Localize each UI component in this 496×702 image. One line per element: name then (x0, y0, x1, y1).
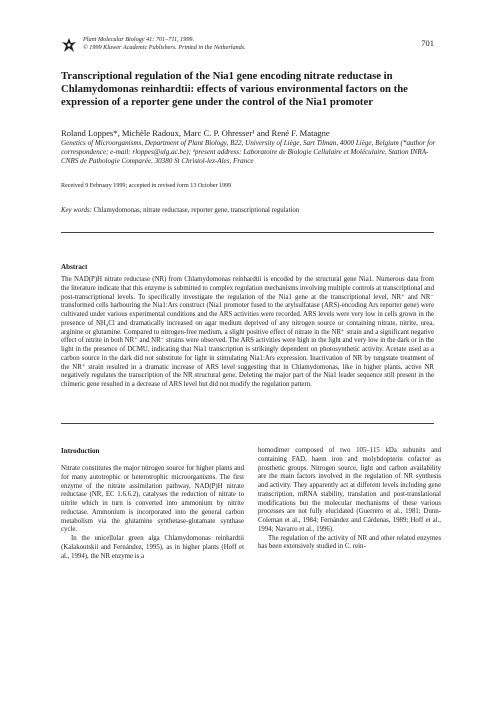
intro-paragraph-4: The regulation of the activity of NR and other related enzymes has been extensively studied in C. rein- (258, 534, 441, 551)
copyright-line: © 1999 Kluwer Academic Publishers. Printed in the Netherlands. (83, 44, 246, 51)
divider-bottom (61, 423, 434, 424)
intro-paragraph-3: homodimer composed of two 105–115 kDa subunits and containing FAD, haem iron and molybdopterin cofactor as prosthetic groups. Nitrogen source, light and carbon availability are the main factors involved in the regulation of NR synthesis and activity. They apparently act at different levels including gene transcription, mRNA stability, translation and post-translational modifications but the molecular mechanisms of these various processes are not fully elucidated (Guerrero et al., 1981; Dunn-Coleman et al., 1984; Fernández and Cárdenas, 1989; Hoff et al., 1994; Navarro et al., 1996). (258, 447, 441, 533)
intro-paragraph-2: In the unicellular green alga Chlamydomonas reinhardtii (Kalakoutskii and Fernández, 1995), as in higher plants (Hoff et al., 1994), the NR enzyme is a (61, 535, 244, 560)
page-number: 701 (421, 38, 434, 48)
journal-info (83, 36, 246, 52)
journal-citation: Plant Molecular Biology 41: 701–711, 1999. (83, 36, 195, 43)
introduction-heading: Introduction (61, 447, 100, 455)
keywords-label: Key words: (61, 207, 92, 214)
abstract-heading: Abstract (61, 263, 88, 271)
publisher-logo-icon (61, 37, 77, 53)
body-column-right (258, 447, 441, 552)
body-column-left (61, 465, 244, 561)
abstract-text: The NAD(P)H nitrate reductase (NR) from Chlamydomonas reinhardtii is encoded by the structural gene Nia1. Numerous data from the literature indicate that this enzyme is submitted to complex regulation mechanisms involving multiple controls at transcriptional and post-transcriptional levels. To specifically investigate the regulation of the Nia1 gene at the transcriptional level, NR⁺ and NR⁻ transformed cells harbouring the Nia1:Ars construct (Nia1 promoter fused to the arylsulfatase (ARS)-encoding Ars reporter gene) were cultivated under various experimental conditions and the ARS activities were recorded. ARS levels were very low in cells grown in the presence of NH₄Cl and dramatically increased on agar medium deprived of any nitrogen source or containing nitrate, nitrite, urea, arginine or glutamine. Compared to nitrogen-free medium, a slight positive effect of nitrate in the NR⁺ strain and a significant negative effect of nitrite in both NR⁺ and NR⁻ strains were observed. The ARS activities were high in the light and very low in the dark or in the light in the presence of DCMU, indicating that Nia1 transcription is strikingly dependent on photosynthetic activity. Acetate used as a carbon source in the dark did not substitute for light in stimulating Nia1:Ars expression. Inactivation of NR by tungstate treatment of the NR⁺ strain resulted in a dramatic increase of ARS level suggesting that in Chlamydomonas, like in higher plants, active NR negatively regulates the transcription of the NR structural gene. Deleting the major part of the Nia1 leader sequence still present in the chimeric gene resulted in a decrease of ARS level but did not modify the regulation pattern. (61, 276, 434, 388)
journal-header (61, 36, 441, 56)
author-list: Roland Loppes*, Michèle Radoux, Marc C. P. Ohresser¹ and René F. Matagne (61, 128, 330, 138)
divider-top (61, 232, 434, 233)
keywords (61, 207, 441, 214)
keywords-text: Chlamydomonas, nitrate reductase, reporter gene, transcriptional regulation (93, 207, 300, 214)
author-affiliation: Genetics of Microorganisms, Department of Plant Biology, B22, University of Liège, Sart Tilman, 4000 Liège, Belgium (*author for correspondence; e-mail: rloppes@ulg.ac.be); ¹present address: Laboratoire de Biologie Cellulaire et Moléculaire, Station INRA-CNRS de Pathologie Comparée, 30380 St Christol-lez-Ales, France (61, 139, 436, 166)
intro-paragraph-1: Nitrate constitutes the major nitrogen source for higher plants and for many autotrophic or heterotrophic microorganisms. The first enzyme of the nitrate assimilation pathway, NAD(P)H nitrate reductase (NR, EC 1.6.6.2), catalyses the reduction of nitrate to nitrite which in turn is converted into ammonium by nitrite reductase. Ammonium is incorporated into the general carbon metabolism via the glutamine synthetase-glutamate synthase cycle. (61, 465, 244, 534)
article-title: Transcriptional regulation of the Nia1 gene encoding nitrate reductase in Chlamydomonas reinhardtii: effects of various environmental factors on the expression of a reporter gene under the control of the Nia1 promoter (61, 70, 408, 109)
received-dates: Received 9 February 1999; accepted in revised form 13 October 1999 (61, 183, 232, 189)
